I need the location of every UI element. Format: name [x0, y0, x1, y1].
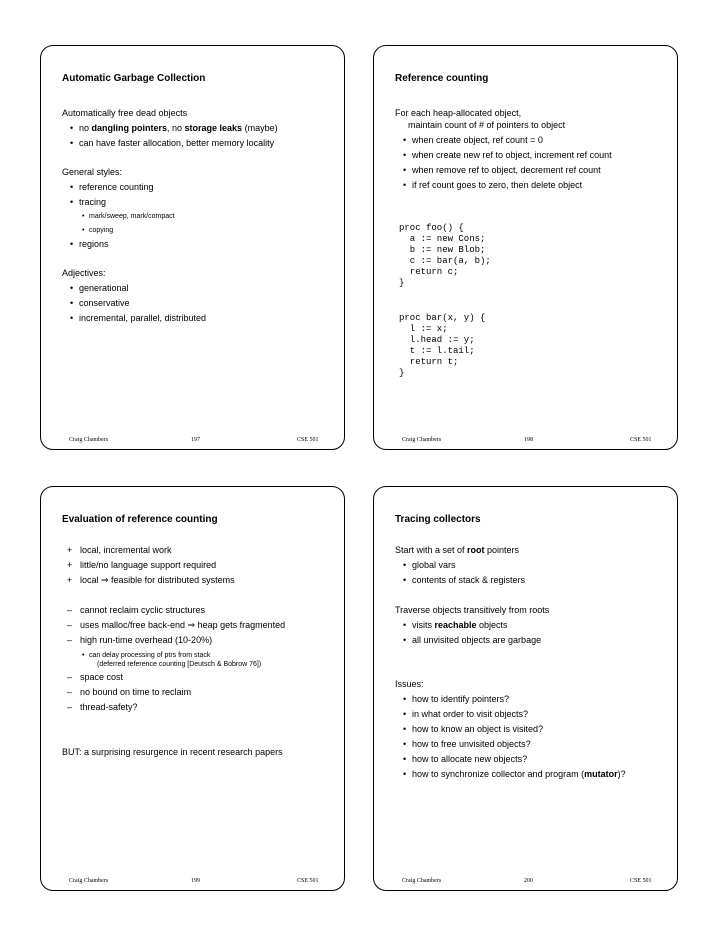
code-line: }: [399, 368, 405, 378]
plus-mark: +: [67, 545, 73, 555]
intro-line-2: maintain count of # of pointers to object: [408, 120, 566, 130]
style-mark-sweep: • mark/sweep, mark/compact: [89, 212, 175, 221]
bullet-dangling: • no dangling pointers, no storage leaks (maybe): [79, 123, 278, 134]
minus-mark: –: [67, 605, 73, 615]
slide-198: [373, 45, 678, 450]
bullet-global-vars: • global vars: [412, 560, 456, 571]
issue-visited: • how to know an object is visited?: [412, 724, 543, 735]
intro-line-1: For each heap-allocated object,: [395, 108, 522, 118]
minus-space: – space cost: [67, 672, 124, 682]
style-tracing: • tracing: [79, 197, 106, 208]
bullet-remove-ref: • when remove ref to object, decrement ref count: [412, 165, 601, 176]
footer-page: 198: [524, 437, 533, 443]
bullet-reachable: • visits reachable objects: [412, 620, 508, 631]
but-line: BUT: a surprising resurgence in recent research papers: [62, 747, 283, 757]
footer-course: CSE 501: [297, 437, 319, 443]
slide-197: [40, 45, 345, 450]
slide-title: Evaluation of reference counting: [62, 514, 218, 525]
minus-mark: –: [67, 672, 73, 682]
style-copying: • copying: [89, 226, 113, 235]
slide-200: [373, 486, 678, 891]
plus-local: + local, incremental work: [67, 545, 172, 555]
plus-distributed: + local ⇒ feasible for distributed systems: [67, 575, 235, 585]
slide-title: Reference counting: [395, 73, 489, 84]
bullet-stack: • contents of stack & registers: [412, 575, 525, 586]
footer-course: CSE 501: [630, 878, 652, 884]
bullet-create-object: • when create object, ref count = 0: [412, 135, 543, 146]
footer-page: 200: [524, 878, 533, 884]
styles-heading: General styles:: [62, 167, 123, 177]
code-line: t := l.tail;: [399, 346, 475, 356]
plus-language: + little/no language support required: [67, 560, 217, 570]
bullet-delete: • if ref count goes to zero, then delete object: [412, 180, 582, 191]
minus-fragmented: – uses malloc/free back-end ⇒ heap gets fragmented: [67, 620, 286, 630]
slide-title: Tracing collectors: [395, 514, 481, 525]
code-line: proc bar(x, y) {: [399, 313, 486, 323]
issue-order: • in what order to visit objects?: [412, 709, 528, 720]
slide-title: Automatic Garbage Collection: [62, 73, 206, 84]
minus-mark: –: [67, 635, 73, 645]
intro-line: Automatically free dead objects: [62, 108, 188, 118]
code-line: a := new Cons;: [399, 234, 486, 244]
plus-mark: +: [67, 560, 73, 570]
adj-incremental: • incremental, parallel, distributed: [79, 313, 206, 324]
code-line: l.head := y;: [399, 335, 475, 345]
bullet-garbage: • all unvisited objects are garbage: [412, 635, 541, 646]
minus-cyclic: – cannot reclaim cyclic structures: [67, 605, 206, 615]
minus-thread: – thread-safety?: [67, 702, 138, 712]
minus-mark: –: [67, 620, 73, 630]
adjectives-heading: Adjectives:: [62, 268, 106, 278]
code-line: return t;: [399, 357, 459, 367]
issues-heading: Issues:: [395, 679, 424, 689]
code-bar: [399, 313, 485, 379]
footer-course: CSE 501: [630, 437, 652, 443]
issue-free: • how to free unvisited objects?: [412, 739, 531, 750]
issue-allocate: • how to allocate new objects?: [412, 754, 527, 765]
adj-generational: • generational: [79, 283, 129, 294]
footer-page: 199: [191, 878, 200, 884]
footer-author: Craig Chambers: [402, 878, 442, 884]
adj-conservative: • conservative: [79, 298, 130, 309]
code-line: l := x;: [399, 324, 448, 334]
code-line: proc foo() {: [399, 223, 464, 233]
slide-199: [40, 486, 345, 891]
footer-author: Craig Chambers: [69, 437, 109, 443]
code-line: b := new Blob;: [399, 245, 486, 255]
plus-mark: +: [67, 575, 73, 585]
code-line: return c;: [399, 267, 459, 277]
minus-overhead: – high run-time overhead (10-20%): [67, 635, 213, 645]
code-line: c := bar(a, b);: [399, 256, 491, 266]
footer-page: 197: [191, 437, 200, 443]
issue-identify: • how to identify pointers?: [412, 694, 509, 705]
minus-bound: – no bound on time to reclaim: [67, 687, 192, 697]
code-line: }: [399, 278, 405, 288]
code-foo: [399, 223, 491, 289]
minus-mark: –: [67, 687, 73, 697]
footer-author: Craig Chambers: [69, 878, 109, 884]
bullet-create-ref: • when create new ref to object, increment ref count: [412, 150, 612, 161]
footer-course: CSE 501: [297, 878, 319, 884]
root-line: Start with a set of root pointers: [395, 545, 520, 555]
traverse-line: Traverse objects transitively from roots: [395, 605, 550, 615]
issue-synchronize: • how to synchronize collector and program (mutator)?: [412, 769, 626, 780]
minus-mark: –: [67, 702, 73, 712]
bullet-faster-alloc: • can have faster allocation, better memory locality: [79, 138, 274, 149]
footer-author: Craig Chambers: [402, 437, 442, 443]
style-regions: • regions: [79, 239, 109, 250]
sub-deferred: (deferred reference counting [Deutsch & Bobrow 76]): [97, 661, 262, 668]
sub-delay: • can delay processing of ptrs from stack: [89, 651, 210, 660]
style-refcount: • reference counting: [79, 182, 154, 193]
